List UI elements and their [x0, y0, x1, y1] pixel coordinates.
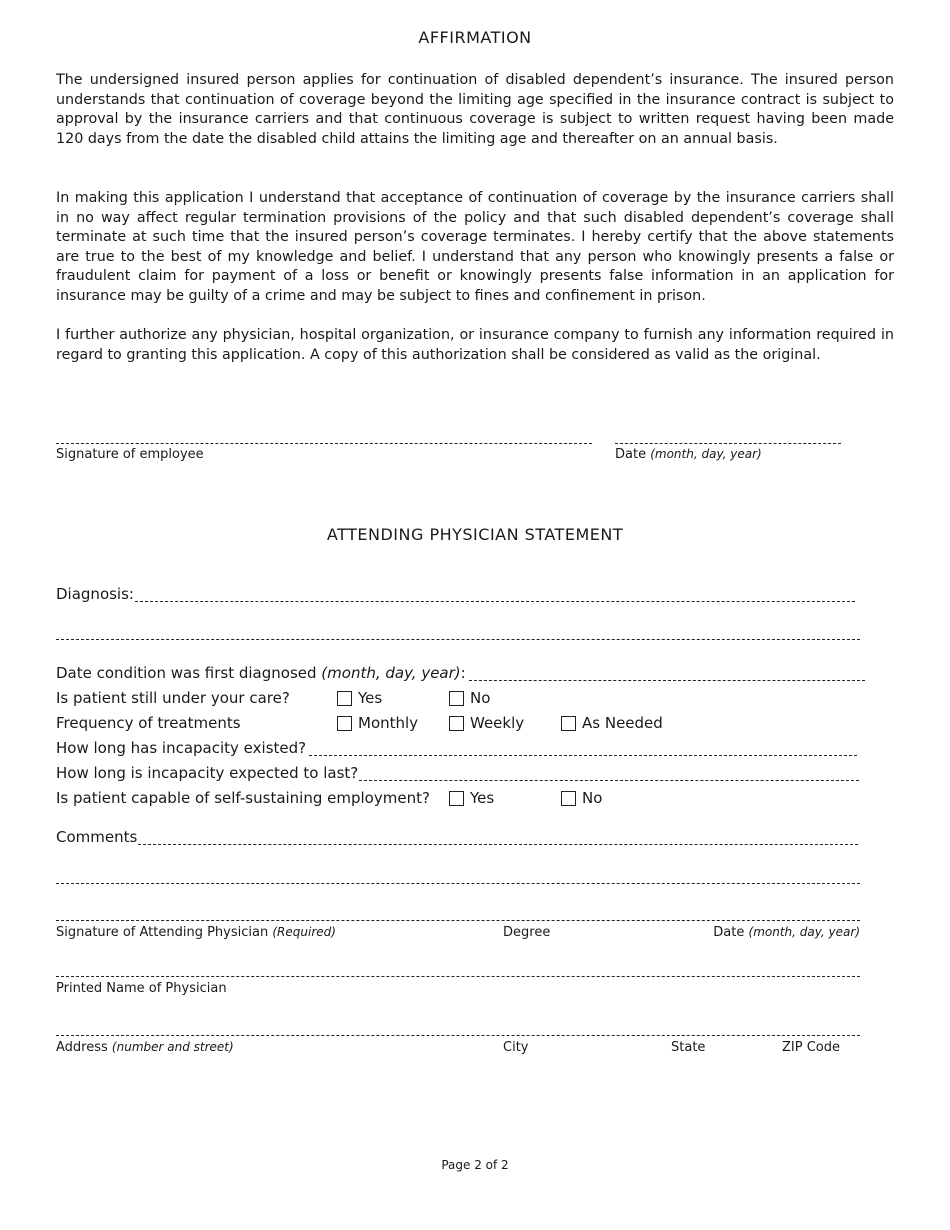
- comments-line-2[interactable]: [56, 883, 860, 884]
- state-label: State: [671, 1040, 706, 1055]
- printed-name-line[interactable]: [56, 976, 860, 977]
- frequency-monthly-checkbox[interactable]: [337, 716, 352, 731]
- zip-code-label: ZIP Code: [782, 1040, 840, 1055]
- incapacity-expected-line[interactable]: [359, 780, 859, 781]
- under-care-no-option[interactable]: No: [449, 689, 490, 707]
- physician-signature-line[interactable]: [56, 920, 860, 921]
- frequency-label: Frequency of treatments: [56, 714, 241, 732]
- physician-date-label: Date (month, day, year): [713, 925, 860, 940]
- employee-signature-label: Signature of employee: [56, 447, 204, 462]
- frequency-as-needed-option[interactable]: As Needed: [561, 714, 663, 732]
- frequency-weekly-checkbox[interactable]: [449, 716, 464, 731]
- under-care-yes-checkbox[interactable]: [337, 691, 352, 706]
- under-care-no-checkbox[interactable]: [449, 691, 464, 706]
- degree-label: Degree: [503, 925, 551, 940]
- affirmation-paragraph-3: I further authorize any physician, hospital organization, or insurance company to furnish any information required in regard to granting this application. A copy of this authorization shall be considered as valid as the original.: [56, 327, 894, 363]
- employee-date-label: Date (month, day, year): [615, 447, 762, 462]
- under-care-label: Is patient still under your care?: [56, 689, 290, 707]
- frequency-monthly-option[interactable]: Monthly: [337, 714, 418, 732]
- employee-date-line[interactable]: [615, 443, 841, 444]
- diagnosis-line[interactable]: [135, 601, 855, 602]
- address-label: Address (number and street): [56, 1040, 234, 1055]
- address-line[interactable]: [56, 1035, 860, 1036]
- affirmation-title: AFFIRMATION: [418, 28, 532, 47]
- diagnosis-label: Diagnosis:: [56, 585, 134, 603]
- physician-statement-title: ATTENDING PHYSICIAN STATEMENT: [326, 525, 624, 544]
- incapacity-existed-label: How long has incapacity existed?: [56, 739, 307, 757]
- date-diagnosed-line[interactable]: [469, 680, 865, 681]
- incapacity-existed-line[interactable]: [309, 755, 857, 756]
- employment-no-checkbox[interactable]: [561, 791, 576, 806]
- frequency-weekly-option[interactable]: Weekly: [449, 714, 524, 732]
- under-care-yes-option[interactable]: Yes: [337, 689, 382, 707]
- comments-line[interactable]: [138, 844, 858, 845]
- employment-no-option[interactable]: No: [561, 789, 602, 807]
- printed-name-label: Printed Name of Physician: [56, 981, 227, 996]
- frequency-as-needed-checkbox[interactable]: [561, 716, 576, 731]
- incapacity-expected-label: How long is incapacity expected to last?: [56, 764, 359, 782]
- comments-label: Comments: [56, 828, 138, 846]
- city-label: City: [503, 1040, 529, 1055]
- employment-yes-option[interactable]: Yes: [449, 789, 494, 807]
- diagnosis-line-2[interactable]: [56, 639, 860, 640]
- employee-signature-line[interactable]: [56, 443, 592, 444]
- employment-label: Is patient capable of self-sustaining employment?: [56, 789, 430, 807]
- employment-yes-checkbox[interactable]: [449, 791, 464, 806]
- physician-signature-label: Signature of Attending Physician (Required): [56, 925, 336, 940]
- date-diagnosed-label: Date condition was first diagnosed (month, day, year):: [56, 664, 466, 682]
- affirmation-paragraph-1: The undersigned insured person applies for continuation of disabled dependent’s insurance. The insured person understands that continuation of coverage beyond the limiting age specified in the insurance contract is subject to approval by the insurance carriers and that continuous coverage is subject to written request having been made 120 days from the date the disabled child attains the limiting age and thereafter on an annual basis.: [56, 72, 894, 147]
- affirmation-paragraph-2: In making this application I understand that acceptance of continuation of coverage by the insurance carriers shall in no way affect regular termination provisions of the policy and that such disabled dependent’s coverage shall terminate at such time that the insured person’s coverage terminates. I hereby certify that the above statements are true to the best of my knowledge and belief. I understand that any person who knowingly presents a false or fraudulent claim for payment of a loss or benefit or knowingly presents false information in an application for insurance may be guilty of a crime and may be subject to fines and confinement in prison.: [56, 190, 894, 304]
- page-number: Page 2 of 2: [441, 1158, 509, 1172]
